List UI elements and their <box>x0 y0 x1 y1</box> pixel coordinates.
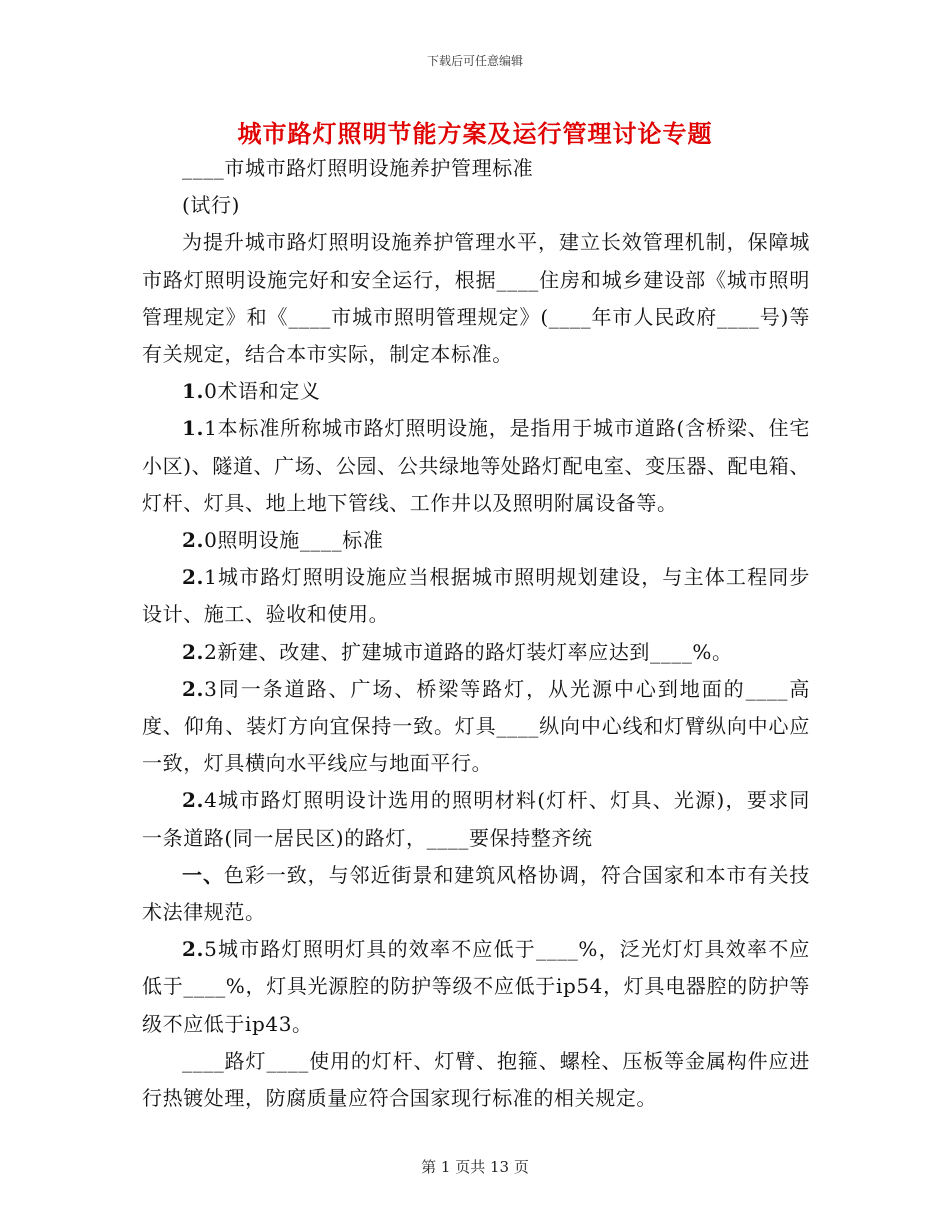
section-heading: 1.0术语和定义 <box>182 379 321 404</box>
paragraph: 2.5城市路灯照明灯具的效率不应低于____%，泛光灯灯具效率不应低于____%，灯具光源腔的防护等级不应低于ip54，灯具电器腔的防护等级不应低于ip43。 <box>142 937 810 1036</box>
section-heading: 2.0照明设施____标准 <box>182 528 384 553</box>
header-note: 下载后可任意编辑 <box>426 54 523 68</box>
page-number-footer: 第 1 页共 13 页 <box>421 1158 529 1176</box>
document-body <box>142 150 810 1117</box>
paragraph: 1.1本标准所称城市路灯照明设施，是指用于城市道路(含桥梁、住宅小区)、隧道、广场、公园、公共绿地等处路灯配电室、变压器、配电箱、灯杆、灯具、地上地下管线、工作井以及照明附属设备等。 <box>142 416 810 515</box>
paragraph: 2.3同一条道路、广场、桥梁等路灯，从光源中心到地面的____高度、仰角、装灯方向宜保持一致。灯具____纵向中心线和灯臂纵向中心应一致，灯具横向水平线应与地面平行。 <box>142 676 810 776</box>
paragraph: (试行) <box>182 193 241 218</box>
paragraph: ____市城市路灯照明设施养护管理标准 <box>182 156 534 180</box>
document-title: 城市路灯照明节能方案及运行管理讨论专题 <box>237 119 713 148</box>
paragraph: ____路灯____使用的灯杆、灯臂、抱箍、螺栓、压板等金属构件应进行热镀处理，防腐质量应符合国家现行标准的相关规定。 <box>142 1048 810 1111</box>
paragraph: 2.1城市路灯照明设施应当根据城市照明规划建设，与主体工程同步设计、施工、验收和使用。 <box>142 565 810 627</box>
paragraph: 2.4城市路灯照明设计选用的照明材料(灯杆、灯具、光源)，要求同一条道路(同一居民区)的路灯，____要保持整齐统 <box>142 788 810 850</box>
paragraph: 2.2新建、改建、扩建城市道路的路灯装灯率应达到____%。 <box>182 639 733 664</box>
paragraph: 一、色彩一致，与邻近街景和建筑风格协调，符合国家和本市有关技术法律规范。 <box>142 862 810 925</box>
paragraph: 为提升城市路灯照明设施养护管理水平，建立长效管理机制，保障城市路灯照明设施完好和安全运行，根据____住房和城乡建设部《城市照明管理规定》和《____市城市照明管理规定》(____年市人民政府____号)等有关规定，结合本市实际，制定本标准。 <box>142 230 810 367</box>
